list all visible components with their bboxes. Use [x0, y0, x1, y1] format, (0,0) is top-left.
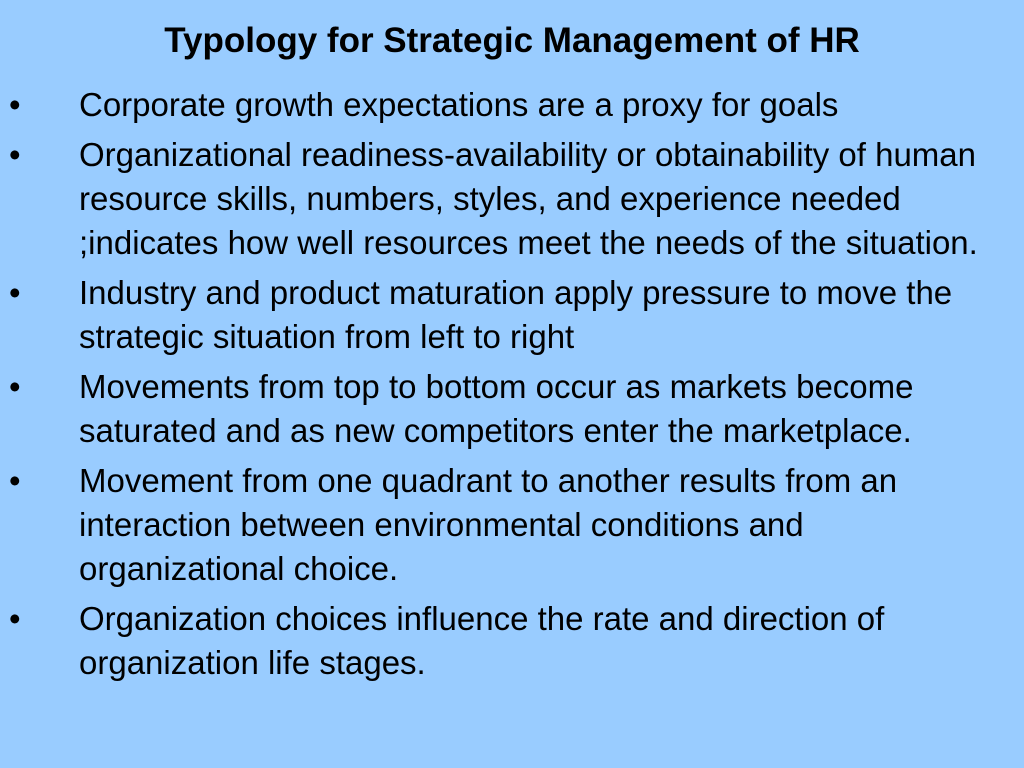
bullet-list	[0, 83, 1024, 691]
bullet-text: Organizational readiness-availability or obtainability of human resource skills, numbers, styles, and experience needed ;indicates how well resources meet the needs of the situation.	[79, 136, 978, 261]
bullet-icon: •	[9, 462, 21, 499]
slide-title: Typology for Strategic Management of HR	[164, 21, 860, 60]
bullet-item	[0, 459, 1024, 591]
bullet-text: Industry and product maturation apply pressure to move the strategic situation from left to right	[79, 274, 953, 355]
bullet-icon: •	[9, 368, 21, 405]
bullet-icon: •	[9, 86, 21, 123]
bullet-icon: •	[9, 136, 21, 173]
bullet-text: Organization choices influence the rate and direction of organization life stages.	[79, 600, 885, 681]
bullet-icon: •	[9, 600, 21, 637]
bullet-text: Corporate growth expectations are a proxy for goals	[79, 86, 839, 123]
bullet-item	[0, 597, 1024, 685]
bullet-item	[0, 133, 1024, 265]
bullet-icon: •	[9, 274, 21, 311]
bullet-text: Movements from top to bottom occur as markets become saturated and as new competitors enter the marketplace.	[79, 368, 914, 449]
bullet-item	[0, 365, 1024, 453]
bullet-item	[0, 271, 1024, 359]
bullet-text: Movement from one quadrant to another results from an interaction between environmental conditions and organizational choice.	[79, 462, 898, 587]
bullet-item	[0, 83, 1024, 127]
